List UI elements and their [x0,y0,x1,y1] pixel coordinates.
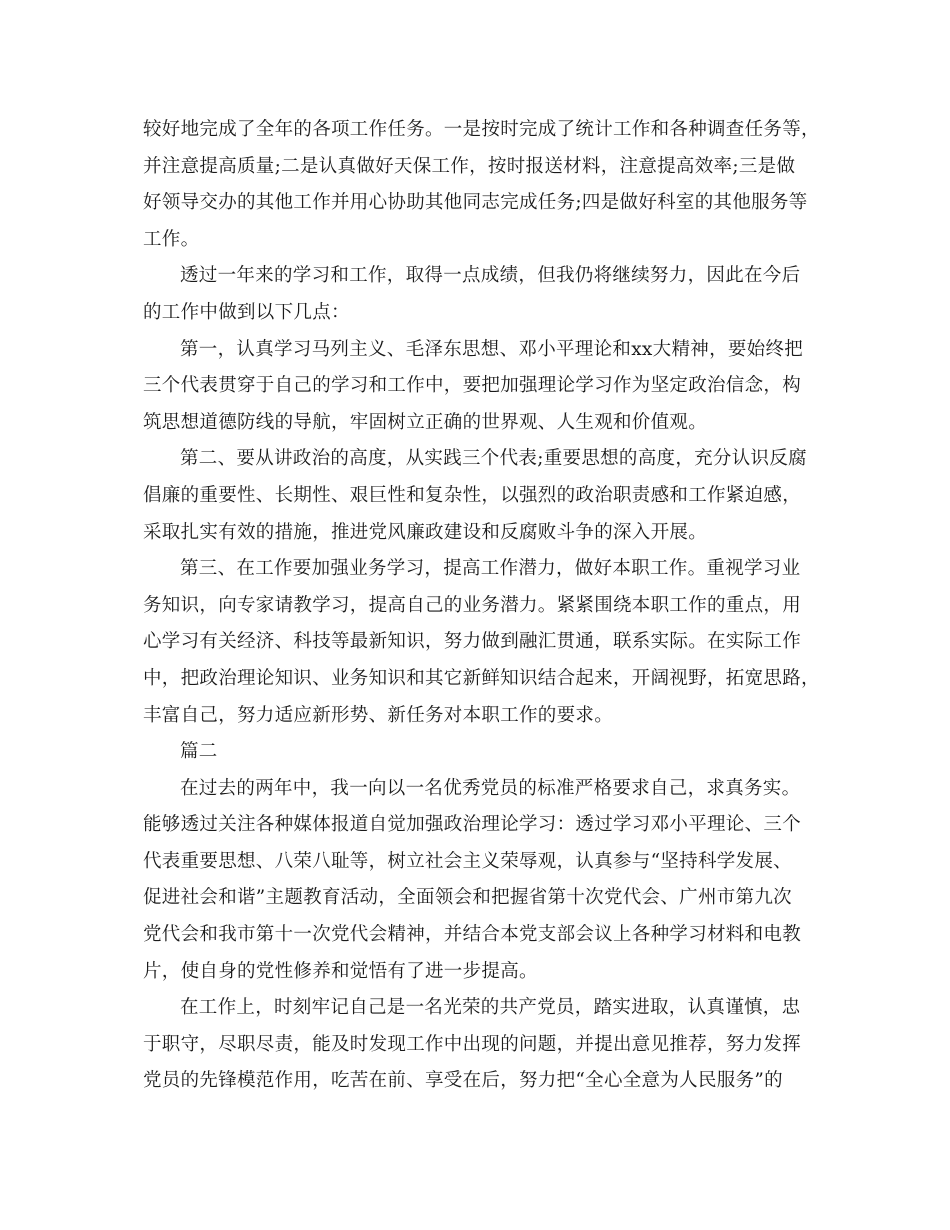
text-line: 代表重要思想、八荣八耻等，树立社会主义荣辱观，认真参与“坚持科学发展、 [143,850,792,872]
text-line: 心学习有关经济、科技等最新知识，努力做到融汇贯通，联系实际。在实际工作 [143,631,802,653]
text-line: 采取扎实有效的措施，推进党风廉政建设和反腐败斗争的深入开展。 [143,521,708,543]
text-line: 中，把政治理论知识、业务知识和其它新鲜知识结合起来，开阔视野，拓宽思路， [143,667,820,689]
text-line: 并注意提高质量;二是认真做好天保工作，按时报送材料，注意提高效率;三是做 [143,155,796,177]
text-line: 能够透过关注各种媒体报道自觉加强政治理论学习：透过学习邓小平理论、三个 [143,814,802,836]
text-line: 三个代表贯穿于自己的学习和工作中，要把加强理论学习作为坚定政治信念，构 [143,375,802,397]
text-line: 片，使自身的党性修养和觉悟有了进一步提高。 [143,960,538,982]
text-line: 筑思想道德防线的导航，牢固树立正确的世界观、人生观和价值观。 [143,411,708,433]
text-line: 倡廉的重要性、长期性、艰巨性和复杂性，以强烈的政治职责感和工作紧迫感， [143,484,802,506]
text-line: 党代会和我市第十一次党代会精神，并结合本党支部会议上各种学习材料和电教 [143,924,802,946]
text-line: 的工作中做到以下几点： [143,301,350,323]
text-line: 工作。 [143,228,200,250]
text-line: 好领导交办的其他工作并用心协助其他同志完成任务;四是做好科室的其他服务等 [143,192,808,214]
paragraph-first-line: 在过去的两年中，我一向以一名优秀党员的标准严格要求自己，求真务实。 [180,777,801,799]
text-line: 丰富自己，努力适应新形势、新任务对本职工作的要求。 [143,704,614,726]
paragraph-first-line: 第二、要从讲政治的高度，从实践三个代表;重要思想的高度，充分认识反腐 [180,448,807,470]
text-line: 务知识，向专家请教学习，提高自己的业务潜力。紧紧围绕本职工作的重点，用 [143,594,802,616]
paragraph-first-line: 透过一年来的学习和工作，取得一点成绩，但我仍将继续努力，因此在今后 [180,265,801,287]
paragraph-first-line: 第一，认真学习马列主义、毛泽东思想、邓小平理论和xx大精神，要始终把 [180,338,804,360]
paragraph-first-line: 在工作上，时刻牢记自己是一名光荣的共产党员，踏实进取，认真谨慎，忠 [180,997,801,1019]
document-body [143,112,820,1100]
text-line: 党员的先锋模范作用，吃苦在前、享受在后，努力把“全心全意为人民服务”的 [143,1070,783,1092]
section-heading: 篇二 [180,741,218,763]
text-line: 促进社会和谐”主题教育活动，全面领会和把握省第十次党代会、广州市第九次 [143,887,792,909]
text-line: 于职守，尽职尽责，能及时发现工作中出现的问题，并提出意见推荐，努力发挥 [143,1033,802,1055]
paragraph-first-line: 第三、在工作要加强业务学习，提高工作潜力，做好本职工作。重视学习业 [180,558,801,580]
text-line: 较好地完成了全年的各项工作任务。一是按时完成了统计工作和各种调查任务等， [143,119,820,140]
